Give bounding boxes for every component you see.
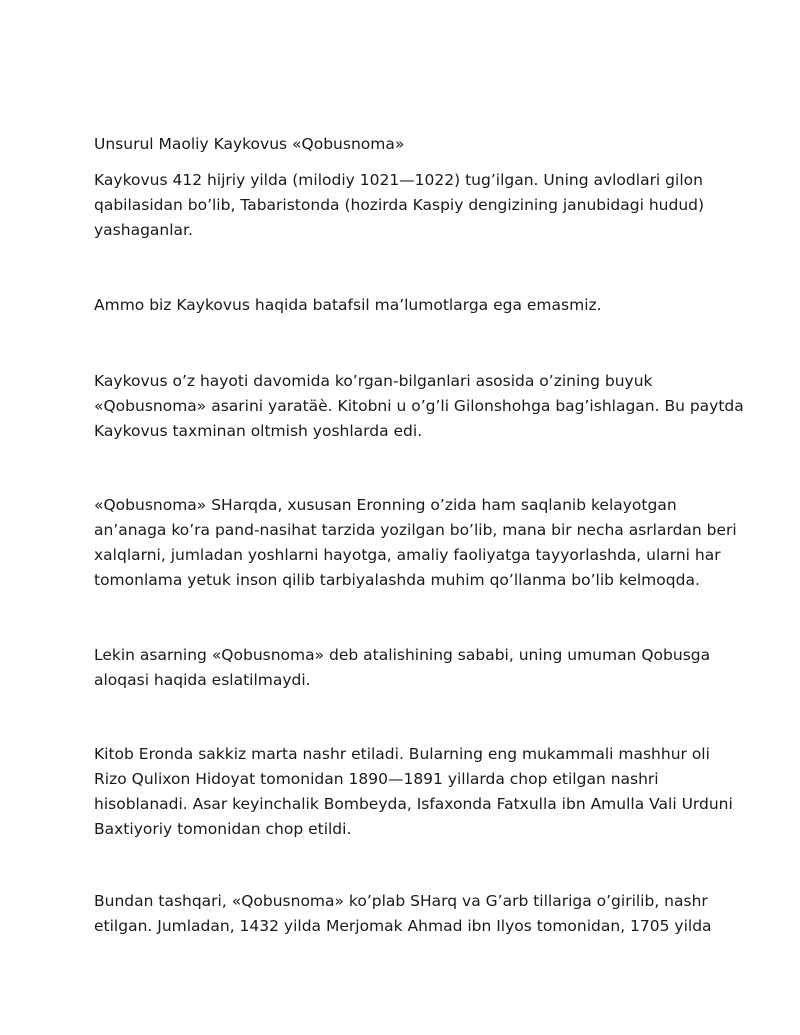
paragraph-line: Rizo Qulixon Hidoyat tomonidan 1890—1891 yillarda chop etilgan nashri xyxy=(94,770,659,788)
paragraph-line: qabilasidan bo’lib, Tabaristonda (hozirda Kaspiy dengizining janubidagi hudud) xyxy=(94,196,705,214)
paragraph-title-reason xyxy=(94,643,714,693)
paragraph-line: Bundan tashqari, «Qobusnoma» ko’plab SHarq va G’arb tillariga o’girilib, nashr xyxy=(94,892,708,910)
paragraph-line: an’anaga ko’ra pand-nasihat tarzida yozilgan bo’lib, mana bir necha asrlardan beri xyxy=(94,521,737,539)
paragraph-tradition xyxy=(94,493,737,593)
paragraph-line: yashaganlar. xyxy=(94,221,193,239)
paragraph-line: Baxtiyoriy tomonidan chop etildi. xyxy=(94,820,352,838)
paragraph-line: Kaykovus o’z hayoti davomida ko’rgan-bilganlari asosida o’zining buyuk xyxy=(94,372,653,390)
paragraph-birth xyxy=(94,168,714,243)
paragraph-editions xyxy=(94,742,733,842)
paragraph-creation xyxy=(94,369,744,444)
paragraph-line: Kaykovus 412 hijriy yilda (milodiy 1021—1022) tug’ilgan. Uning avlodlari gilon xyxy=(94,171,703,189)
paragraph-line: xalqlarni, jumladan yoshlarni hayotga, amaliy faoliyatga tayyorlashda, ularni har xyxy=(94,546,721,564)
paragraph-line: «Qobusnoma» SHarqda, xususan Eronning o’zida ham saqlanib kelayotgan xyxy=(94,496,677,514)
paragraph-line: etilgan. Jumladan, 1432 yilda Merjomak Ahmad ibn Ilyos tomonidan, 1705 yilda xyxy=(94,917,712,935)
paragraph-line: Kaykovus taxminan oltmish yoshlarda edi. xyxy=(94,422,423,440)
paragraph-translations xyxy=(94,889,714,939)
paragraph-line: Ammo biz Kaykovus haqida batafsil ma’lumotlarga ega emasmiz. xyxy=(94,296,602,314)
paragraph-line: «Qobusnoma» asarini yaratäè. Kitobni u o’g’li Gilonshohga bag’ishlagan. Bu paytda xyxy=(94,397,744,415)
paragraph-line: aloqasi haqida eslatilmaydi. xyxy=(94,671,311,689)
paragraph-line: Lekin asarning «Qobusnoma» deb atalishining sababi, uning umuman Qobusga xyxy=(94,646,711,664)
paragraph-line: hisoblanadi. Asar keyinchalik Bombeyda, Isfaxonda Fatxulla ibn Amulla Vali Urduni xyxy=(94,795,733,813)
paragraph-line: Kitob Eronda sakkiz marta nashr etiladi. Bularning eng mukammali mashhur oli xyxy=(94,745,710,763)
document-title: Unsurul Maoliy Kaykovus «Qobusnoma» xyxy=(94,135,405,153)
paragraph-line: tomonlama yetuk inson qilib tarbiyalashda muhim qo’llanma bo’lib kelmoqda. xyxy=(94,571,700,589)
paragraph-info xyxy=(94,293,714,318)
